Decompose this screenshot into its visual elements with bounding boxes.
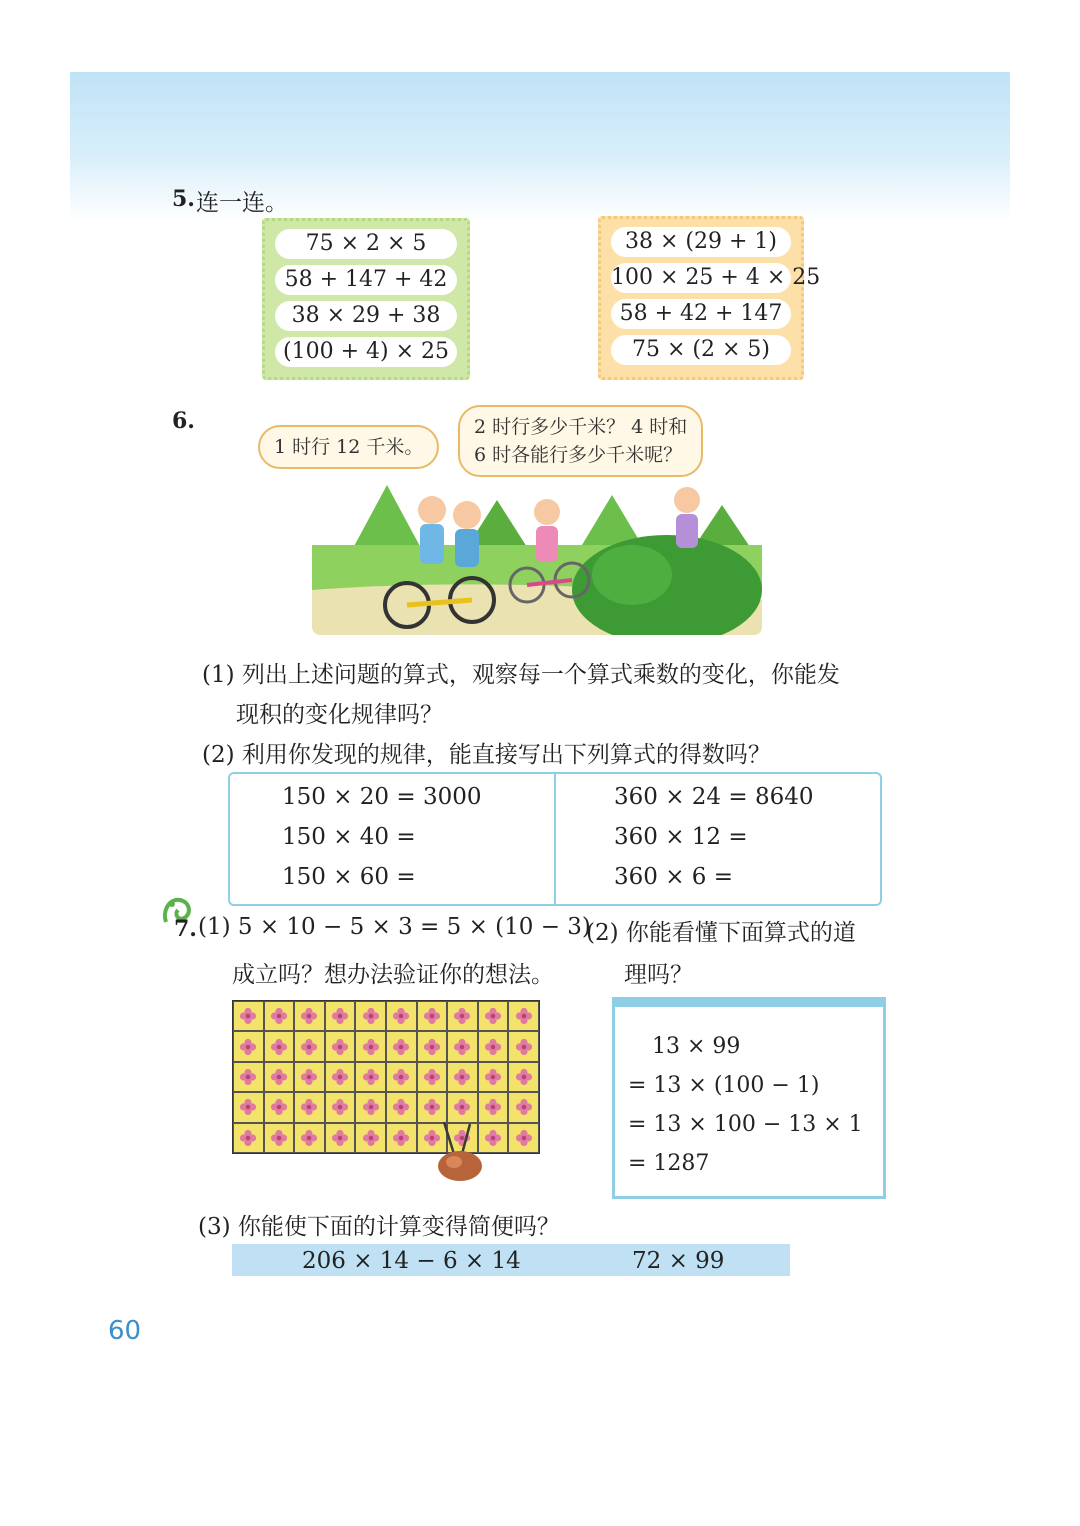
- flower-icon: [453, 1038, 471, 1056]
- flower-cell: [447, 1001, 478, 1031]
- flower-cell: [508, 1062, 539, 1092]
- flower-cell: [386, 1031, 417, 1061]
- flower-cell: [264, 1123, 295, 1153]
- flower-icon: [515, 1007, 533, 1025]
- flower-cell: [478, 1001, 509, 1031]
- flower-icon: [331, 1068, 349, 1086]
- flower-icon: [300, 1068, 318, 1086]
- speech-bubble-2-line-2: 6 时各能行多少千米呢？: [474, 444, 683, 466]
- flower-icon: [239, 1129, 257, 1147]
- flower-cell: [325, 1031, 356, 1061]
- flower-icon: [423, 1038, 441, 1056]
- q6-part1-line2: 现积的变化规律吗？: [236, 702, 443, 728]
- flower-icon: [300, 1038, 318, 1056]
- flower-cell: [233, 1001, 264, 1031]
- q6-right-expr[interactable]: 360 × 12 =: [614, 824, 748, 850]
- q6-number: 6.: [172, 408, 195, 434]
- flower-cell: [294, 1001, 325, 1031]
- flower-icon: [300, 1129, 318, 1147]
- q7-part2-line2: 理吗？: [624, 962, 693, 988]
- q7-part1-line1: (1) 5 × 10 − 5 × 3 = 5 × (10 − 3): [198, 914, 591, 940]
- speech-bubble-2: [458, 405, 703, 477]
- flower-cell: [355, 1062, 386, 1092]
- flower-cell: [417, 1092, 448, 1122]
- flower-icon: [423, 1068, 441, 1086]
- flower-cell: [386, 1123, 417, 1153]
- flower-icon: [392, 1068, 410, 1086]
- q6-left-expr[interactable]: 150 × 60 =: [282, 864, 416, 890]
- q6-right-expr[interactable]: 360 × 6 =: [614, 864, 734, 890]
- flower-cell: [508, 1092, 539, 1122]
- flower-cell: [233, 1092, 264, 1122]
- flower-cell: [355, 1031, 386, 1061]
- flower-icon: [423, 1007, 441, 1025]
- flower-icon: [453, 1098, 471, 1116]
- flower-icon: [331, 1129, 349, 1147]
- flower-cell: [508, 1001, 539, 1031]
- flower-icon: [362, 1007, 380, 1025]
- q5-right-expr[interactable]: 100 × 25 + 4 × 25: [611, 263, 791, 293]
- flower-cell: [508, 1031, 539, 1061]
- flower-icon: [270, 1129, 288, 1147]
- flower-icon: [515, 1068, 533, 1086]
- flower-icon: [362, 1038, 380, 1056]
- q6-exercise-divider: [554, 774, 556, 904]
- flower-cell: [325, 1123, 356, 1153]
- flower-cell: [325, 1062, 356, 1092]
- flower-cell: [386, 1092, 417, 1122]
- flower-cell: [294, 1092, 325, 1122]
- flower-icon: [453, 1007, 471, 1025]
- flower-icon: [239, 1007, 257, 1025]
- flower-icon: [362, 1098, 380, 1116]
- flower-cell: [233, 1031, 264, 1061]
- flower-icon: [270, 1038, 288, 1056]
- q5-left-expr[interactable]: 58 + 147 + 42: [275, 265, 457, 295]
- flower-icon: [453, 1068, 471, 1086]
- flower-icon: [270, 1098, 288, 1116]
- flower-cell: [447, 1031, 478, 1061]
- q7-exercise[interactable]: 72 × 99: [632, 1248, 725, 1274]
- flower-cell: [417, 1001, 448, 1031]
- q7-part1-line2: 成立吗？想办法验证你的想法。: [232, 962, 554, 988]
- q6-part1-line1: (1) 列出上述问题的算式，观察每一个算式乘数的变化，你能发: [202, 662, 840, 688]
- flower-cell: [264, 1092, 295, 1122]
- flower-cell: [294, 1062, 325, 1092]
- q6-left-expr[interactable]: 150 × 40 =: [282, 824, 416, 850]
- q7-calc-line: = 13 × (100 − 1): [628, 1073, 820, 1098]
- q5-right-expr[interactable]: 75 × (2 × 5): [611, 335, 791, 365]
- flower-icon: [423, 1098, 441, 1116]
- flower-cell: [325, 1092, 356, 1122]
- flower-icon: [300, 1007, 318, 1025]
- flower-icon: [392, 1007, 410, 1025]
- q5-title: 连一连。: [196, 190, 288, 216]
- flower-cell: [355, 1001, 386, 1031]
- q5-right-expr[interactable]: 58 + 42 + 147: [611, 299, 791, 329]
- flower-cell: [233, 1062, 264, 1092]
- flower-cell: [386, 1062, 417, 1092]
- flower-cell: [355, 1123, 386, 1153]
- flower-cell: [355, 1092, 386, 1122]
- q5-left-expr[interactable]: 75 × 2 × 5: [275, 229, 457, 259]
- flower-cell: [447, 1062, 478, 1092]
- q7-calc-line: = 1287: [628, 1151, 710, 1176]
- page-number: 60: [108, 1316, 142, 1346]
- flower-cell: [478, 1062, 509, 1092]
- flower-cell: [417, 1062, 448, 1092]
- flower-cell: [264, 1001, 295, 1031]
- flower-icon: [331, 1007, 349, 1025]
- flower-cell: [325, 1001, 356, 1031]
- q5-number: 5.: [172, 186, 195, 212]
- q6-left-expr: 150 × 20 = 3000: [282, 784, 482, 810]
- q7-number: 7.: [174, 916, 197, 942]
- hand-pointer-icon: [432, 1120, 488, 1182]
- flower-icon: [515, 1129, 533, 1147]
- q5-left-expr[interactable]: (100 + 4) × 25: [275, 337, 457, 367]
- q5-right-box: [598, 216, 821, 380]
- flower-cell: [294, 1123, 325, 1153]
- flower-icon: [362, 1129, 380, 1147]
- q7-part3: (3) 你能使下面的计算变得简便吗？: [198, 1214, 560, 1240]
- flower-icon: [484, 1098, 502, 1116]
- q5-right-expr[interactable]: 38 × (29 + 1): [611, 227, 791, 257]
- flower-icon: [392, 1038, 410, 1056]
- q5-left-expr[interactable]: 38 × 29 + 38: [275, 301, 457, 331]
- flower-cell: [447, 1092, 478, 1122]
- flower-icon: [515, 1098, 533, 1116]
- q7-part2-line1: (2) 你能看懂下面算式的道: [586, 920, 856, 946]
- flower-cell: [264, 1031, 295, 1061]
- flower-icon: [331, 1038, 349, 1056]
- flower-icon: [331, 1098, 349, 1116]
- flower-icon: [484, 1068, 502, 1086]
- q7-calc-line: 13 × 99: [652, 1034, 741, 1059]
- speech-bubble-2-line-1: 2 时行多少千米？ 4 时和: [474, 416, 688, 438]
- flower-icon: [270, 1068, 288, 1086]
- flower-icon: [270, 1007, 288, 1025]
- q5-left-box: [262, 218, 470, 380]
- flower-cell: [478, 1031, 509, 1061]
- flower-cell: [294, 1031, 325, 1061]
- q6-part2: (2) 利用你发现的规律，能直接写出下列算式的得数吗？: [202, 742, 771, 768]
- flower-cell: [233, 1123, 264, 1153]
- flower-icon: [300, 1098, 318, 1116]
- flower-cell: [264, 1062, 295, 1092]
- q7-exercise[interactable]: 206 × 14 − 6 × 14: [302, 1248, 521, 1274]
- q7-calc-line: = 13 × 100 − 13 × 1: [628, 1112, 863, 1137]
- flower-icon: [239, 1038, 257, 1056]
- flower-icon: [484, 1038, 502, 1056]
- q6-right-expr: 360 × 24 = 8640: [614, 784, 814, 810]
- flower-cell: [386, 1001, 417, 1031]
- flower-icon: [239, 1098, 257, 1116]
- flower-cell: [417, 1031, 448, 1061]
- flower-icon: [515, 1038, 533, 1056]
- flower-cell: [478, 1092, 509, 1122]
- flower-icon: [392, 1098, 410, 1116]
- flower-grid: [232, 1000, 540, 1154]
- flower-icon: [484, 1007, 502, 1025]
- flower-icon: [239, 1068, 257, 1086]
- flower-icon: [392, 1129, 410, 1147]
- flower-icon: [362, 1068, 380, 1086]
- speech-bubble-1: 1 时行 12 千米。: [258, 425, 439, 469]
- flower-cell: [508, 1123, 539, 1153]
